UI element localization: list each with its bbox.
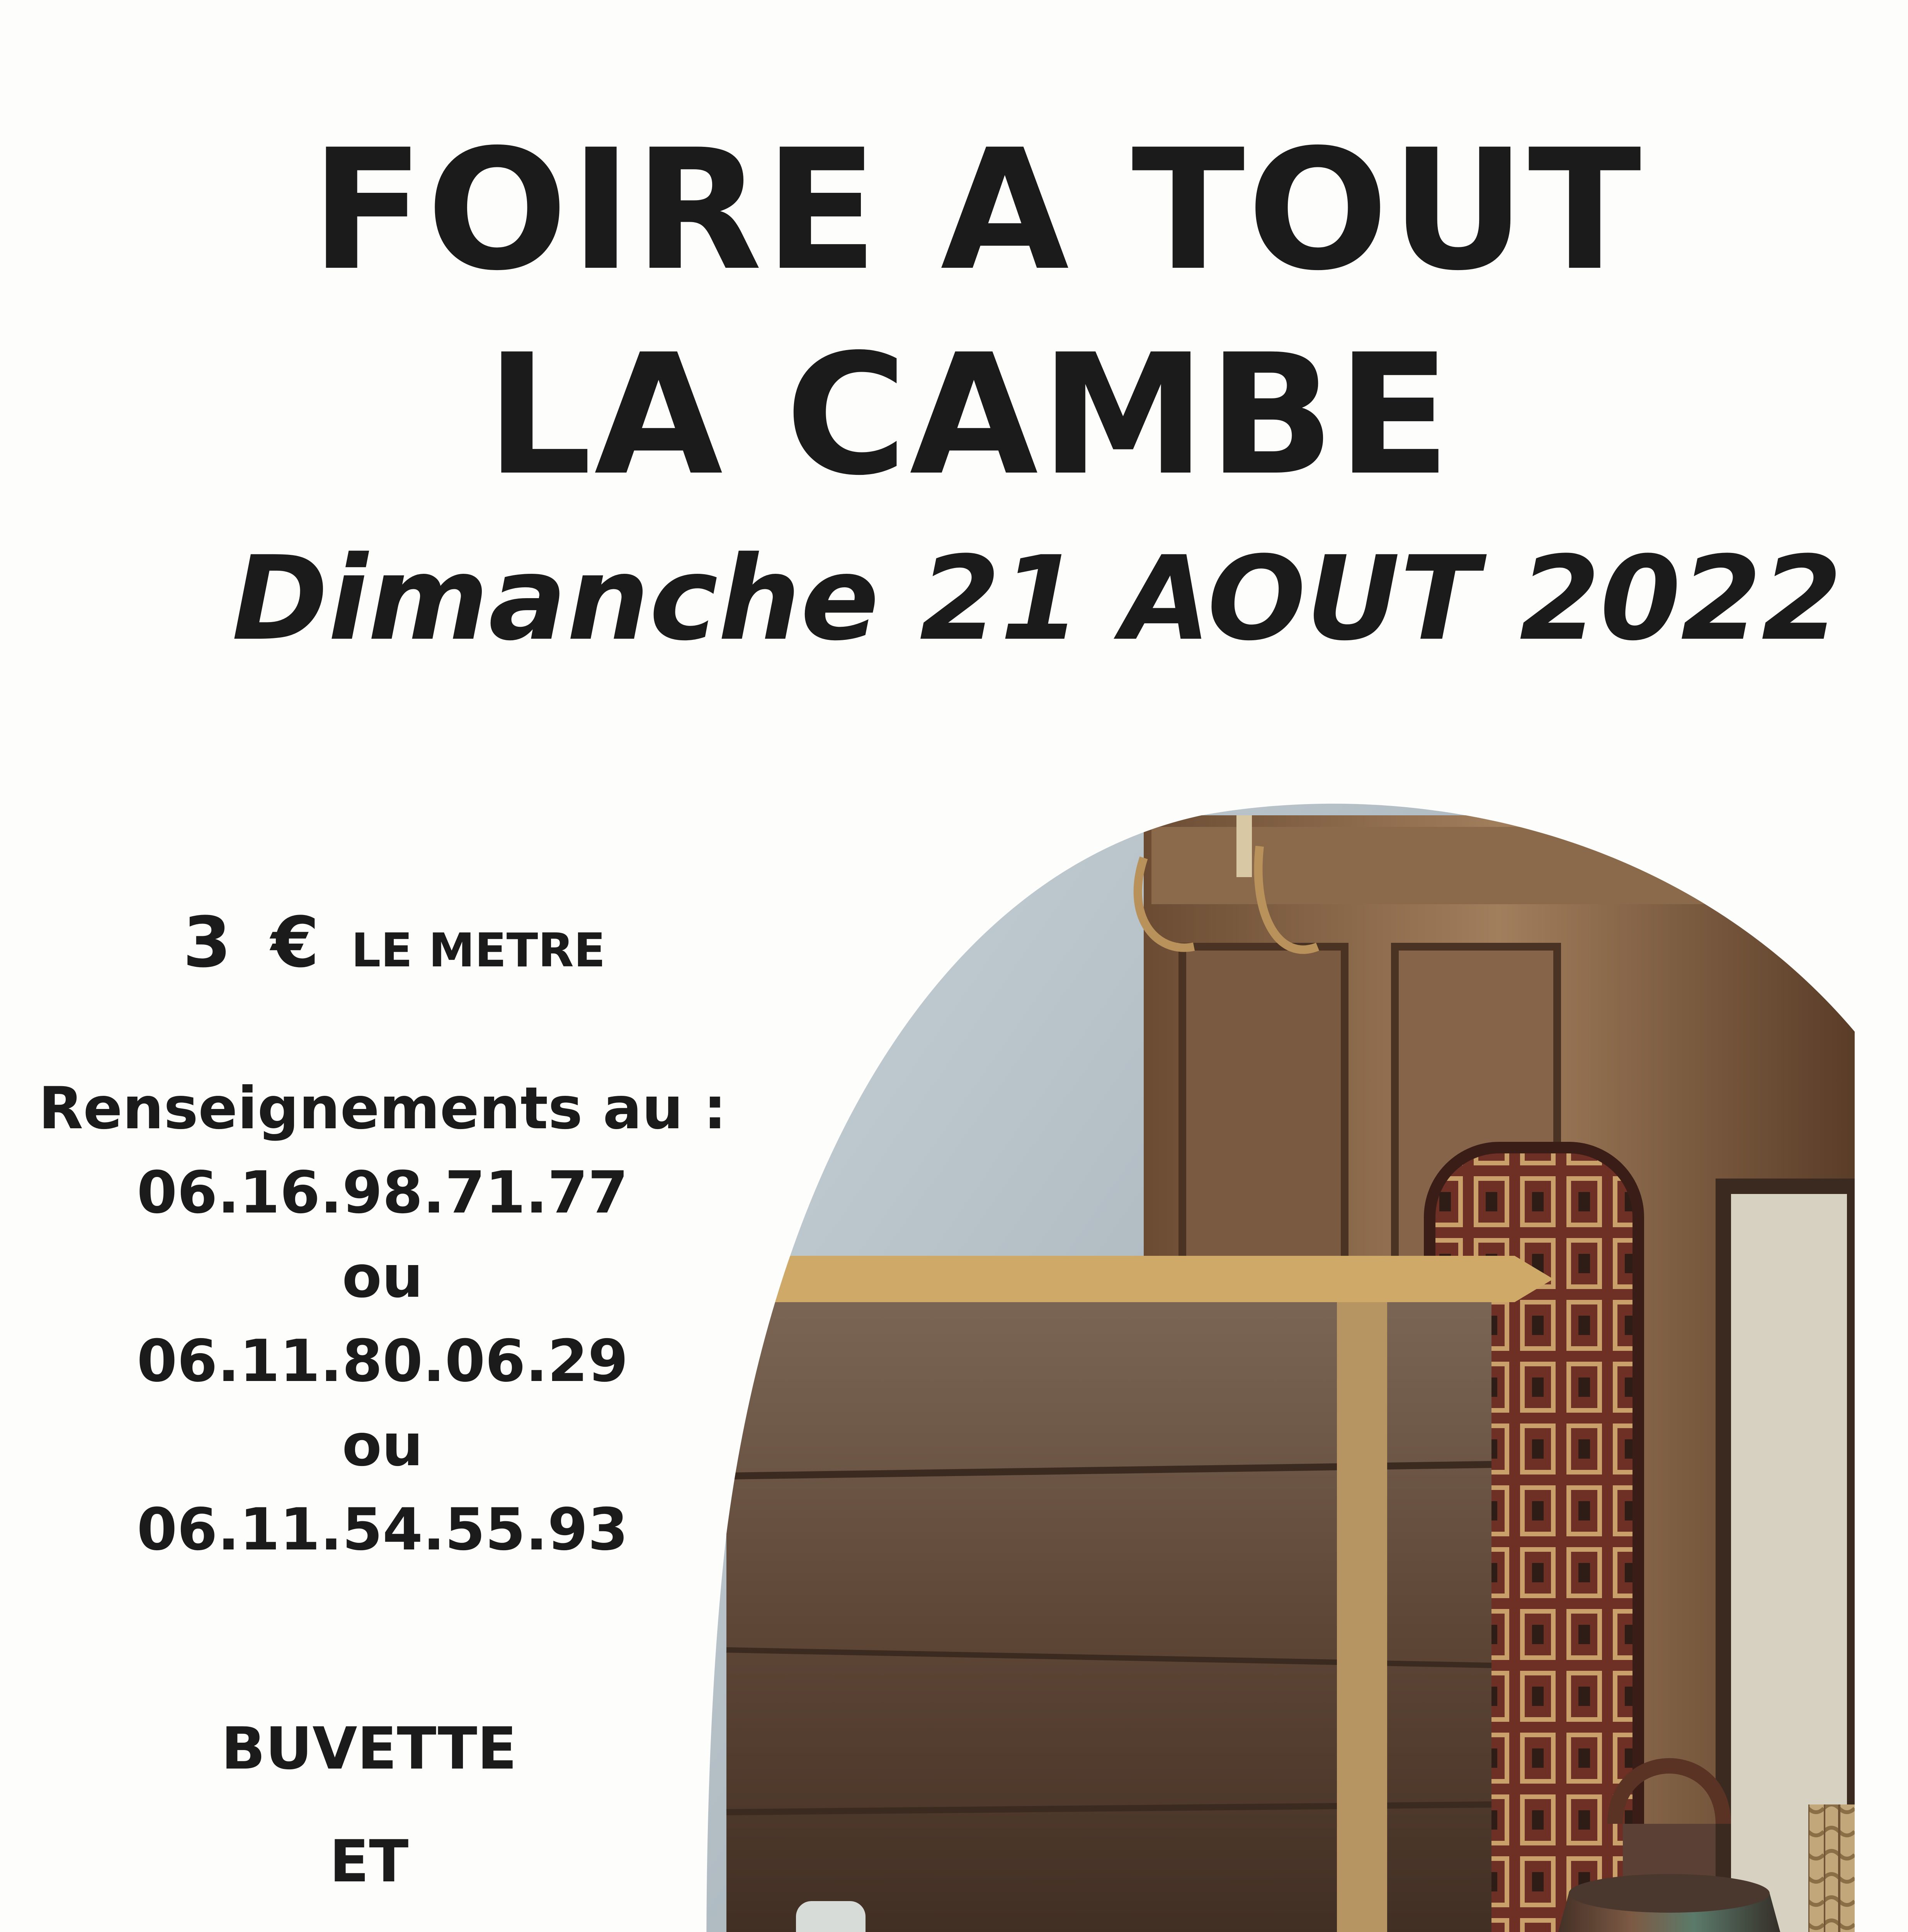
contact-block (15, 1066, 750, 1572)
antique-objects-photo (680, 800, 1855, 1932)
title-line-1: FOIRE A TOUT (311, 114, 1644, 307)
title-line-2: LA CAMBE (486, 319, 1453, 512)
price-line (27, 902, 761, 983)
phone-number-2: 06.11.80.06.29 (137, 1328, 628, 1395)
contact-heading: Renseignements au : (38, 1075, 727, 1142)
price-amount: 3 € (183, 902, 327, 983)
or-label-2: ou (342, 1412, 423, 1479)
event-date: Dimanche 21 AOUT 2022 (232, 531, 1842, 666)
phone-number-3: 06.11.54.55.93 (137, 1496, 628, 1563)
phone-number-1: 06.16.98.71.77 (137, 1159, 628, 1226)
services-line-3 (15, 1918, 723, 1932)
services-line-1: BUVETTE (221, 1715, 517, 1782)
services-line-2: ET (329, 1828, 409, 1895)
services-block (15, 1692, 723, 1932)
or-label-1: ou (342, 1243, 423, 1311)
price-unit: LE METRE (351, 924, 605, 978)
